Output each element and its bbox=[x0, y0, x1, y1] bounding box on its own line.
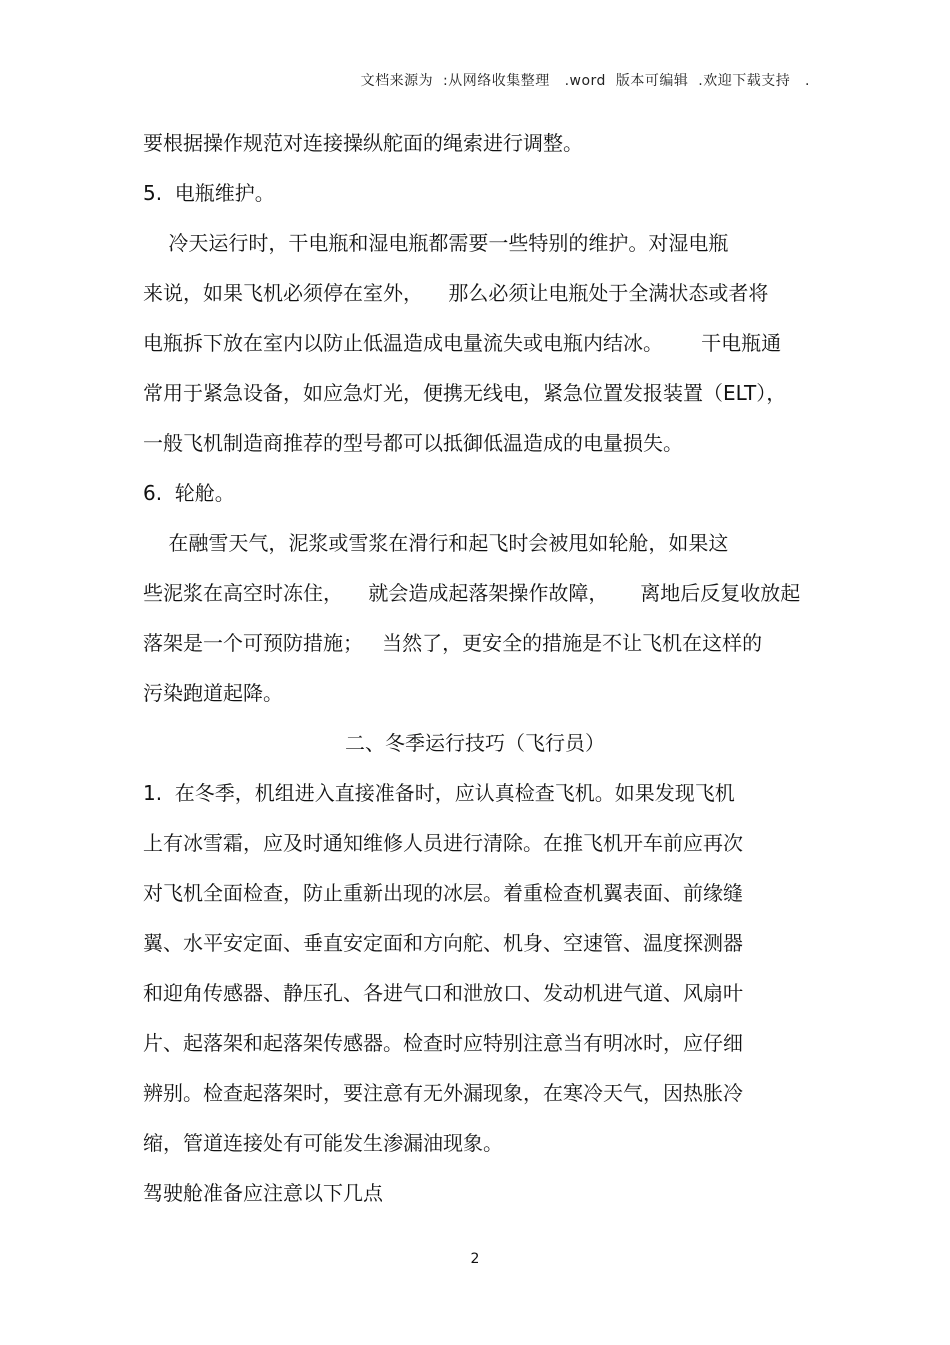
text-line: 缩，管道连接处有可能发生渗漏油现象。 bbox=[143, 1131, 503, 1155]
text-line: 落架是一个可预防措施； 当然了，更安全的措施是不让飞机在这样的 bbox=[143, 631, 763, 655]
text-line: 对飞机全面检查，防止重新出现的冰层。着重检查机翼表面、前缘缝 bbox=[143, 881, 743, 905]
text-line: 片、起落架和起落架传感器。检查时应特别注意当有明冰时，应仔细 bbox=[143, 1031, 743, 1055]
page-header: 文档来源为 :从网络收集整理 .word 版本可编辑 .欢迎下载支持 . bbox=[360, 73, 810, 89]
text-line: 常用于紧急设备，如应急灯光，便携无线电，紧急位置发报装置（ELT）， bbox=[143, 381, 787, 405]
section-heading: 二、冬季运行技巧（飞行员） bbox=[345, 731, 605, 755]
text-line: 要根据操作规范对连接操纵舵面的绳索进行调整。 bbox=[143, 131, 583, 155]
text-line: 和迎角传感器、静压孔、各进气口和泄放口、发动机进气道、风扇叶 bbox=[143, 981, 743, 1005]
text-line: 辨别。检查起落架时，要注意有无外漏现象，在寒冷天气，因热胀冷 bbox=[143, 1081, 743, 1105]
text-line: 一般飞机制造商推荐的型号都可以抵御低温造成的电量损失。 bbox=[143, 431, 683, 455]
text-line: 电瓶拆下放在室内以防止低温造成电量流失或电瓶内结冰。 干电瓶通 bbox=[143, 331, 782, 355]
text-line: 驾驶舱准备应注意以下几点 bbox=[143, 1181, 383, 1205]
text-line: 冷天运行时，干电瓶和湿电瓶都需要一些特别的维护。对湿电瓶 bbox=[143, 231, 729, 255]
text-line: 上有冰雪霜，应及时通知维修人员进行清除。在推飞机开车前应再次 bbox=[143, 831, 743, 855]
text-line: 在融雪天气，泥浆或雪浆在滑行和起飞时会被甩如轮舱，如果这 bbox=[143, 531, 729, 555]
list-item-heading: 6. 轮舱。 bbox=[143, 481, 235, 505]
text-line: 翼、水平安定面、垂直安定面和方向舵、机身、空速管、温度探测器 bbox=[143, 931, 743, 955]
page-number: 2 bbox=[470, 1251, 480, 1267]
text-line: 些泥浆在高空时冻住， 就会造成起落架操作故障， 离地后反复收放起 bbox=[143, 581, 801, 605]
list-item-heading: 5. 电瓶维护。 bbox=[143, 181, 275, 205]
text-line: 污染跑道起降。 bbox=[143, 681, 283, 705]
text-line: 来说，如果飞机必须停在室外， 那么必须让电瓶处于全满状态或者将 bbox=[143, 281, 769, 305]
text-line: 1. 在冬季，机组进入直接准备时，应认真检查飞机。如果发现飞机 bbox=[143, 781, 735, 805]
